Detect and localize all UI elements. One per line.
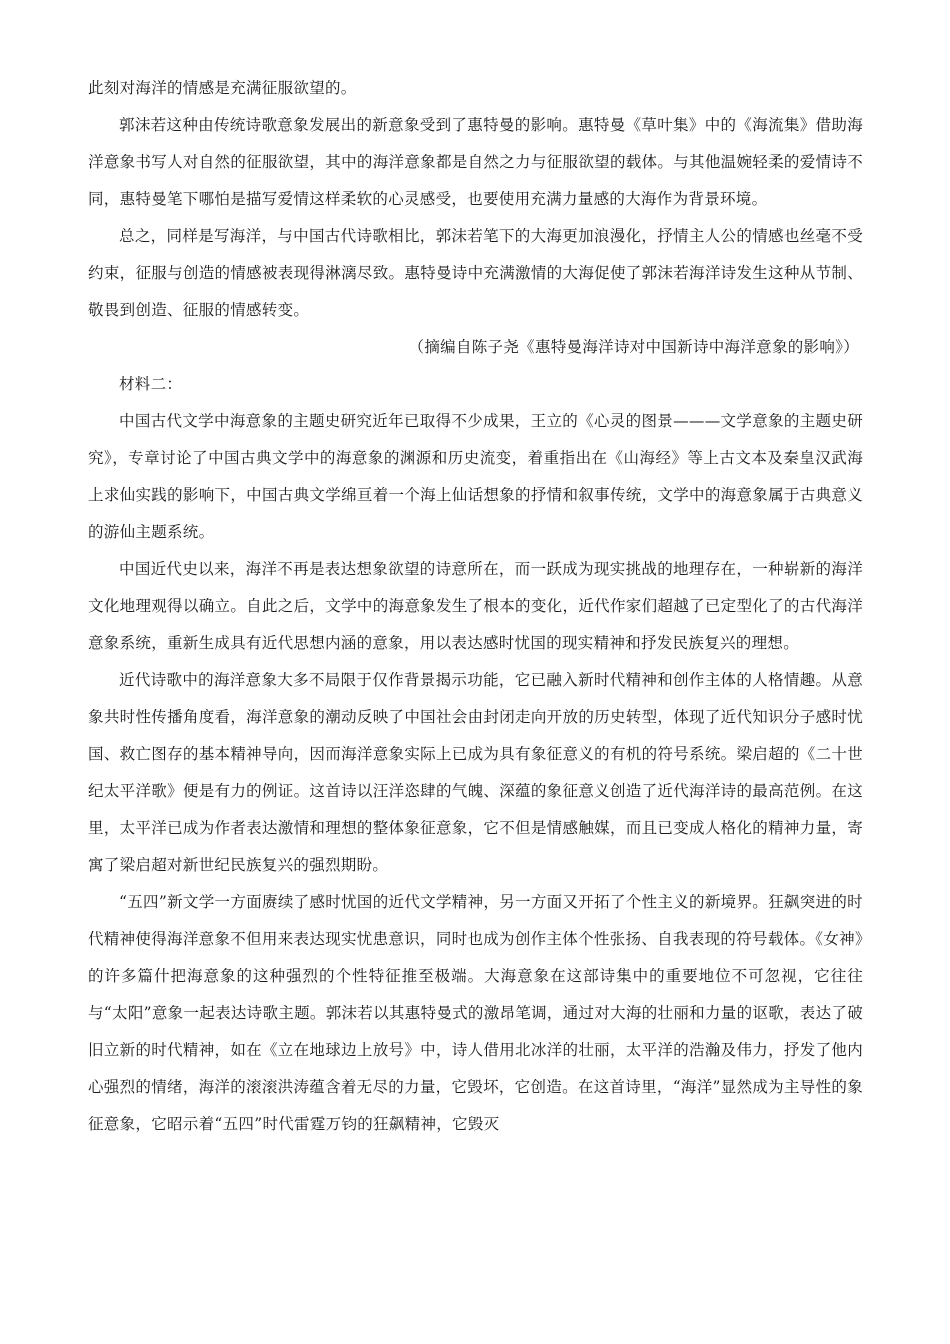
paragraph-ancient-sea-imagery: 中国古代文学中海意象的主题史研究近年已取得不少成果，王立的《心灵的图景———文学意象的主题史研究》，专章讨论了中国古典文学中的海意象的渊源和历史流变，着重指出在《山海经》等上古文本及秦皇汉武海上求仙实践的影响下，中国古典文学绵亘着一个海上仙话想象的抒情和叙事传统，文学中的海意象属于古典意义的游仙主题系统。 [88,412,863,541]
material-two-label: 材料二： [119,375,183,393]
source-citation: （摘编自陈子尧《惠特曼海洋诗对中国新诗中海洋意象的影响》） [408,338,859,356]
paragraph-modern-history: 中国近代史以来，海洋不再是表达想象欲望的诗意所在，而一跃成为现实挑战的地理存在，一种崭新的海洋文化地理观得以确立。自此之后，文学中的海意象发生了根本的变化，近代作家们超越了已定型化了的古代海洋意象系统，重新生成具有近代思想内涵的意象，用以表达感时忧国的现实精神和抒发民族复兴的理想。 [88,560,863,652]
paragraph-modern-poetry: 近代诗歌中的海洋意象大多不局限于仅作背景揭示功能，它已融入新时代精神和创作主体的人格情趣。从意象共时性传播角度看，海洋意象的潮动反映了中国社会由封闭走向开放的历史转型，体现了近代知识分子感时忧国、救亡图存的基本精神导向，因而海洋意象实际上已成为具有象征意义的有机的符号系统。梁启超的《二十世纪太平洋歌》便是有力的例证。这首诗以汪洋恣肆的气魄、深蕴的象征意义创造了近代海洋诗的最高范例。在这里，太平洋已成为作者表达激情和理想的整体象征意象，它不但是情感触媒，而且已变成人格化的精神力量，寄寓了梁启超对新世纪民族复兴的强烈期盼。 [88,671,863,874]
paragraph-summary: 总之，同样是写海洋，与中国古代诗歌相比，郭沫若笔下的大海更加浪漫化，抒情主人公的情感也丝毫不受约束，征服与创造的情感被表现得淋漓尽致。惠特曼诗中充满激情的大海促使了郭沫若海洋诗发生这种从节制、敬畏到创造、征服的情感转变。 [88,227,863,319]
paragraph-may-fourth: “五四”新文学一方面赓续了感时忧国的近代文学精神，另一方面又开拓了个性主义的新境界。狂飙突进的时代精神使得海洋意象不但用来表达现实忧患意识，同时也成为创作主体个性张扬、自我表现的符号载体。《女神》的许多篇什把海意象的这种强烈的个性特征推至极端。大海意象在这部诗集中的重要地位不可忽视，它往往与“太阳”意象一起表达诗歌主题。郭沫若以其惠特曼式的激昂笔调，通过对大海的壮丽和力量的讴歌，表达了破旧立新的时代精神，如在《立在地球边上放号》中，诗人借用北冰洋的壮丽，太平洋的浩瀚及伟力，抒发了他内心强烈的情绪，海洋的滚滚洪涛蕴含着无尽的力量，它毁坏，它创造。在这首诗里，“海洋”显然成为主导性的象征意象，它昭示着“五四”时代雷霆万钧的狂飙精神，它毁灭 [88,893,863,1133]
document-page [88,70,863,1143]
paragraph-continuation: 此刻对海洋的情感是充满征服欲望的。 [88,79,357,97]
paragraph-whitman-influence: 郭沫若这种由传统诗歌意象发展出的新意象受到了惠特曼的影响。惠特曼《草叶集》中的《海流集》借助海洋意象书写人对自然的征服欲望，其中的海洋意象都是自然之力与征服欲望的载体。与其他温婉轻柔的爱情诗不同，惠特曼笔下哪怕是描写爱情这样柔软的心灵感受，也要使用充满力量感的大海作为背景环境。 [88,116,863,208]
